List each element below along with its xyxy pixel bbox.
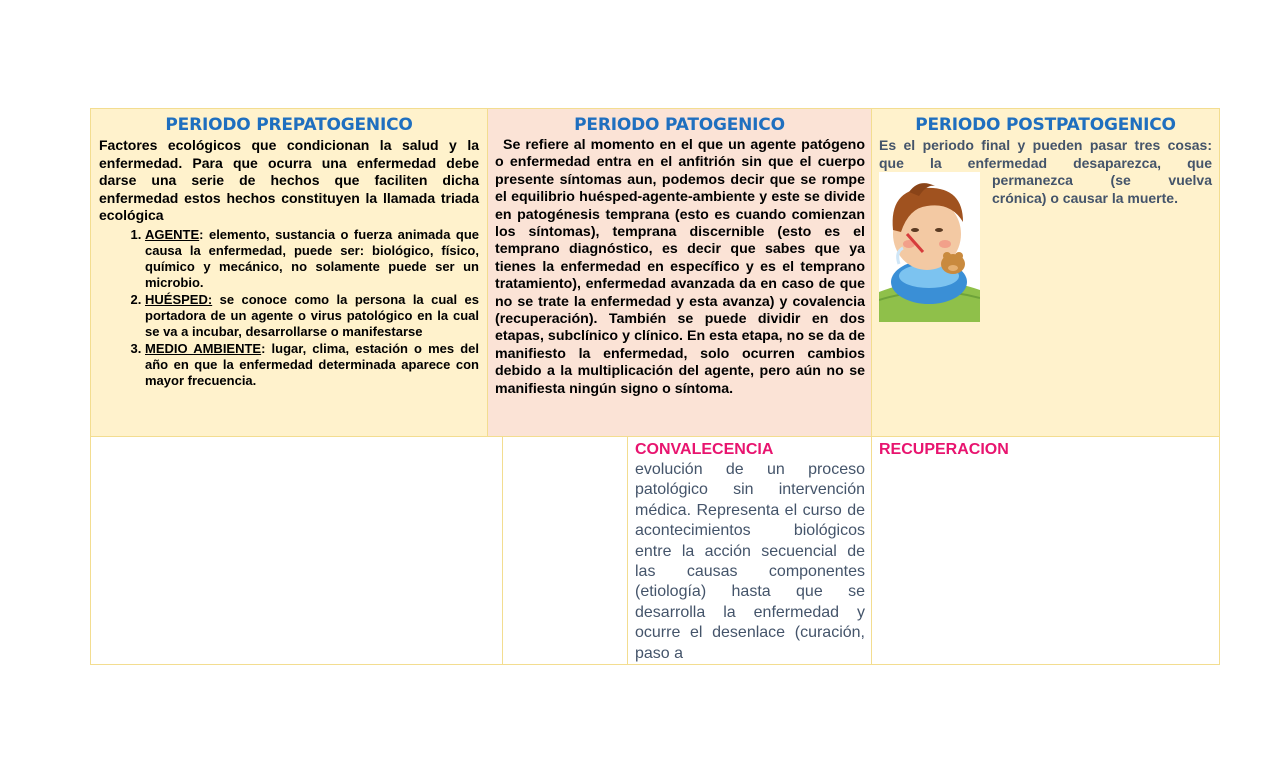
definition-agente: : elemento, sustancia o fuerza animada que causa la enfermedad, puede ser: biológico, físico, químico y mecánico, no solamente puede ser un microbio. — [145, 226, 479, 290]
term-medio-ambiente: MEDIO AMBIENTE — [145, 340, 262, 356]
prepatogenico-intro: Factores ecológicos que condicionan la salud y la enfermedad. Para que ocurra una enfermedad debe darse una serie de hechos que faciliten dicha enfermedad estos hechos constituyen la llamada triada ecológica — [99, 137, 479, 223]
postpatogenico-title: PERIODO POSTPATOGENICO — [915, 115, 1176, 135]
postpatogenico-body — [879, 172, 1212, 327]
definition-medio-ambiente: : lugar, clima, estación o mes del año en que la enfermedad determinada aparece con mayor frecuencia. — [145, 340, 479, 388]
postpatogenico-outcomes-line2: crónica) o causar la muerte. — [992, 189, 1178, 206]
stages-row — [91, 437, 1220, 665]
postpatogenico-outcomes — [992, 172, 1212, 207]
patogenico-cell — [488, 109, 872, 437]
sick-child-illustration-icon — [879, 172, 980, 322]
term-agente: AGENTE — [145, 226, 200, 242]
convalecencia-title: CONVALECENCIA — [635, 441, 774, 458]
convalecencia-text: evolución de un proceso patológico sin intervención médica. Representa el curso de acontecimientos biológicos entre la acción secuencial de las causas componentes (etiología) hasta que se desarrolla la enfermedad y ocurre el desenlace (curación, paso a — [635, 461, 865, 662]
empty-cell-2 — [503, 437, 628, 665]
empty-cell-1 — [91, 437, 503, 665]
list-item-huesped — [145, 292, 479, 340]
definition-huesped: se conoce como la persona la cual es portadora de un agente o virus patológico en la cual se va a incubar, desarrollarse o manifestarse — [145, 291, 479, 339]
prepatogenico-cell — [91, 109, 488, 437]
convalecencia-cell — [628, 437, 872, 665]
periods-header-row — [91, 109, 1220, 437]
postpatogenico-cell — [872, 109, 1220, 437]
periods-table — [90, 108, 1220, 665]
patogenico-text: Se refiere al momento en el que un agente patógeno o enfermedad entra en el anfitrión sin que el cuerpo presente síntomas aun, podemos decir que se rompe el equilibrio huésped-agente-ambiente y este se divide en patogénesis temprana (esto es cuando comienzan los síntomas), temprana discernible (esto es el temprano diagnóstico, es decir que sabes que ya tienes la enfermedad en específico y es el temprano tratamiento), enfermedad avanzada da en caso de que no se trate la enfermedad y esta avanza) y covalencia (recuperación). También se puede dividir en dos etapas, subclínico y clínico. En esta etapa, no se da de manifiesto la enfermedad, solo ocurren cambios debido a la multiplicación del agente, pero aún no se manifiesta ningún signo o síntoma. — [495, 137, 865, 397]
term-huesped: HUÉSPED: — [145, 291, 213, 307]
postpatogenico-outcomes-line1: permanezca (se vuelva — [992, 172, 1212, 188]
ecological-triad-list — [99, 227, 479, 389]
recuperacion-title: RECUPERACION — [879, 441, 1009, 458]
recuperacion-cell — [872, 437, 1220, 665]
postpatogenico-intro: Es el periodo final y pueden pasar tres cosas: que la enfermedad desaparezca, que — [879, 137, 1212, 171]
list-item-medio-ambiente — [145, 341, 479, 389]
list-item-agente — [145, 227, 479, 291]
patogenico-title: PERIODO PATOGENICO — [574, 115, 785, 135]
prepatogenico-title: PERIODO PREPATOGENICO — [165, 115, 413, 135]
